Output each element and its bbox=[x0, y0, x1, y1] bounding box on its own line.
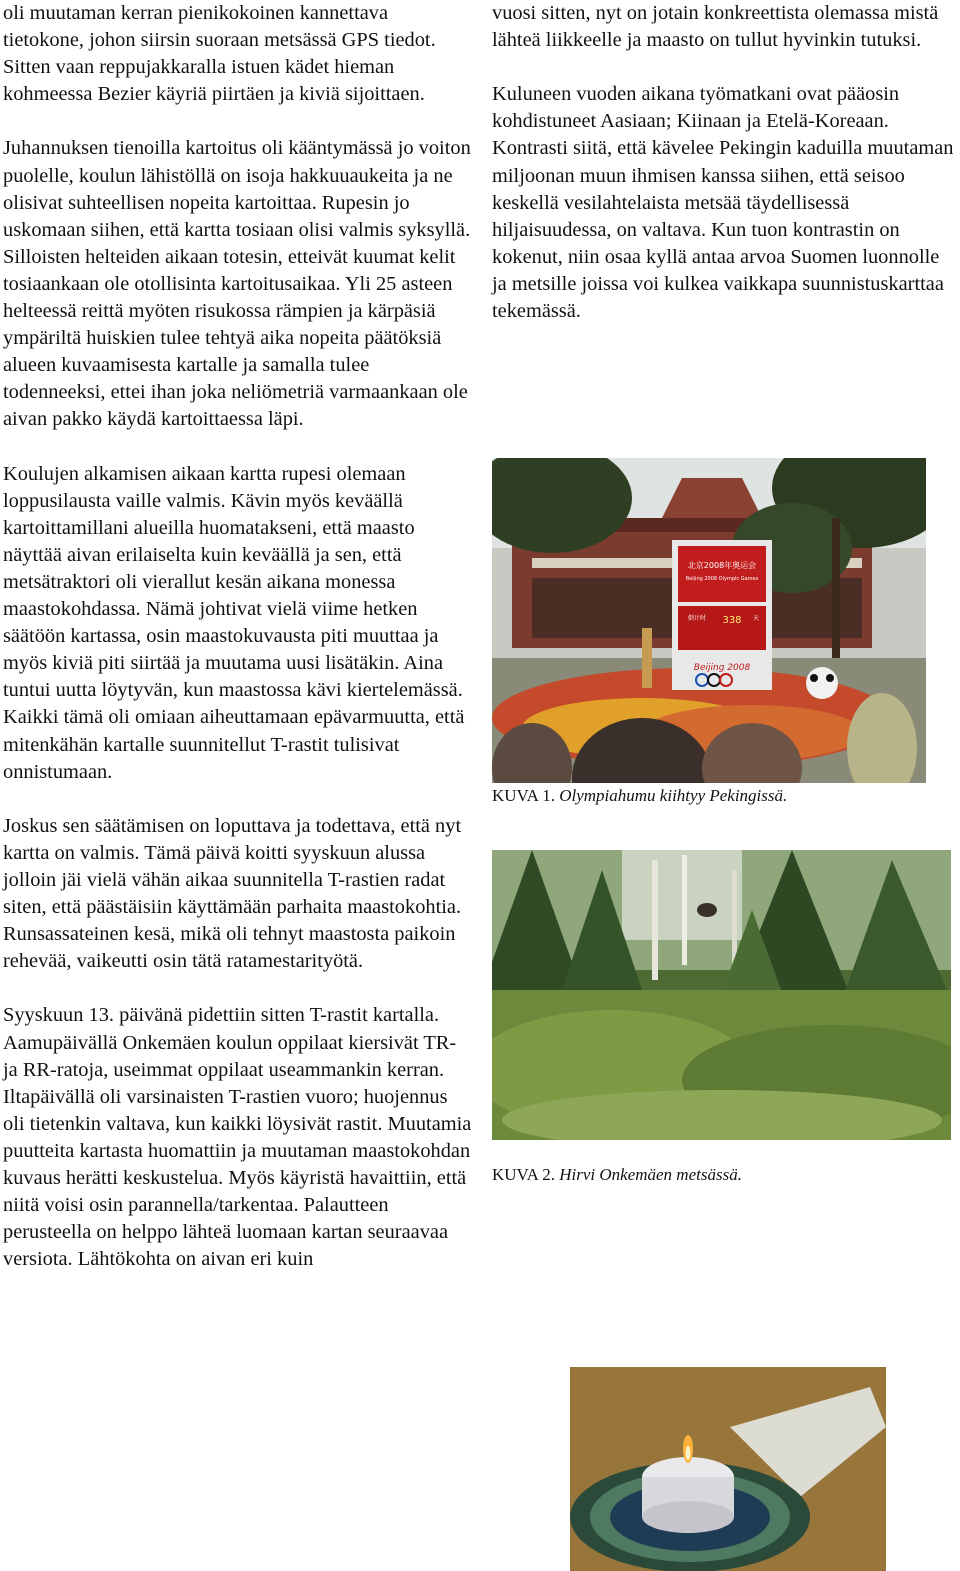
figure-caption-text: Hirvi Onkemäen metsässä. bbox=[559, 1165, 742, 1184]
paragraph: Kuluneen vuoden aikana työmatkani ovat pääosin kohdistuneet Aasiaan; Kiinaan ja Etelä-Koreaan. Kontrasti siitä, että kävelee Pekingin kaduilla muutaman miljoonan muun ihmisen kanssa siihen, että seisoo keskellä vesilahtelaista metsää täydellisessä hiljaisuudessa, on valtava. Kun tuon kontrastin on kokenut, niin osaa kyllä antaa arvoa Suomen luonnolle ja metsille joissa voi kulkea vaikkapa suunnistuskarttaa tekemässä. bbox=[492, 83, 954, 323]
billboard-brand: Beijing 2008 bbox=[693, 663, 751, 673]
countdown-value: 338 bbox=[722, 615, 742, 626]
billboard-title: 北京2008年奥运会 bbox=[687, 561, 757, 570]
countdown-label: 倒计时 bbox=[687, 615, 707, 622]
figure-caption-text: Olympiahumu kiihtyy Pekingissä. bbox=[559, 786, 788, 805]
paragraph: oli muutaman kerran pienikokoinen kannettava tietokone, johon siirsin suoraan metsässä GPS tiedot. Sitten vaan reppujakkaralla istuen kädet hieman kohmeessa Bezier käyriä piirtäen ja kiviä sijoittaen. bbox=[3, 2, 436, 106]
figure-caption-2 bbox=[492, 1165, 742, 1185]
right-column bbox=[492, 0, 957, 352]
billboard-subtitle: Beijing 2008 Olympic Games bbox=[685, 576, 759, 582]
paragraph: Joskus sen säätämisen on loputtava ja todettava, että nyt kartta on valmis. Tämä päivä koitti syyskuun alussa jolloin jäi vielä vähän aikaa suunnitella T-rastien radat siten, että päästäisiin käyttämään parhaita maastokohtia. Runsassateinen kesä, mikä oli tehnyt maastosta paikoin rehevää, vaikeutti osin tätä ratamestarityötä. bbox=[3, 814, 462, 973]
left-column bbox=[3, 0, 473, 1301]
paragraph: Koulujen alkamisen aikaan kartta rupesi olemaan loppusilausta vaille valmis. Kävin myös keväällä kartoittamillani alueilla huomatakseni, että maasto näyttää aivan erilaiselta kuin keväällä ja sen, että metsätraktori oli vierallut kesän aikana monessa maastokohdassa. Nämä johtivat vielä viime hetken säätöön kartassa, osin maastokuvausta piti muuttaa ja myös kiviä piti siirtää ja muutama uusi lisätäkin. Aina tuntui uutta löytyvän, kun maastossa kävi kiertelemässä. Kaikki tämä oli omiaan aiheuttamaan epävarmuutta, että mitenkähän kartalle suunnitellut T-rastit tulisivat onnistumaan. bbox=[3, 462, 465, 783]
paragraph: Juhannuksen tienoilla kartoitus oli kääntymässä jo voiton puolelle, koulun lähistöllä on isoja hakkuuaukeita ja ne olisivat suhteellisen nopeita kartoittaa. Rupesin jo uskomaan siihen, että kartta tosiaan olisi valmis syksyllä. Silloisten helteiden aikaan totesin, etteivät kuumat kelit tosiaankaan ole otollisinta kartoitusaikaa. Yli 25 asteen helteessä reittä myöten risukossa rämpien ja kärpäsiä ympäriltä huiskien tulee tehtyä aika nopeita päätöksiä alueen kuvaamisesta kartalle ja samalla tulee todenneeksi, ettei ihan joka neliömetriä varmaankaan ole aivan pakko käydä kartoittaessa läpi. bbox=[3, 137, 471, 431]
figure-caption-1 bbox=[492, 786, 787, 806]
photo-candle bbox=[570, 1367, 886, 1571]
photo-beijing-olympic-countdown bbox=[492, 458, 926, 783]
paragraph: vuosi sitten, nyt on jotain konkreettista olemassa mistä lähteä liikkeelle ja maasto on tullut hyvinkin tutuksi. bbox=[492, 2, 939, 52]
photo-forest-moose bbox=[492, 850, 951, 1140]
paragraph: Syyskuun 13. päivänä pidettiin sitten T-rastit kartalla. Aamupäivällä Onkemäen koulun oppilaat kiersivät TR- ja RR-ratoja, useimmat oppilaat useammankin kerran. Iltapäivällä oli varsinaisten T-rastien vuoro; huojennus oli tietenkin valtava, kun kaikki löysivät rastit. Muutamia puutteita kartasta huomattiin ja muutaman maastokohdan kuvaus herätti keskustelua. Myös käyristä havaittiin, että niitä voisi osin parannella/tarkentaa. Palautteen perusteella on helppo lähteä luomaan kartan seuraavaa versiota. Lähtökohta on aivan eri kuin bbox=[3, 1004, 472, 1271]
figure-label: KUVA 1. bbox=[492, 786, 555, 805]
days-label: 天 bbox=[752, 615, 760, 622]
figure-label: KUVA 2. bbox=[492, 1165, 555, 1184]
